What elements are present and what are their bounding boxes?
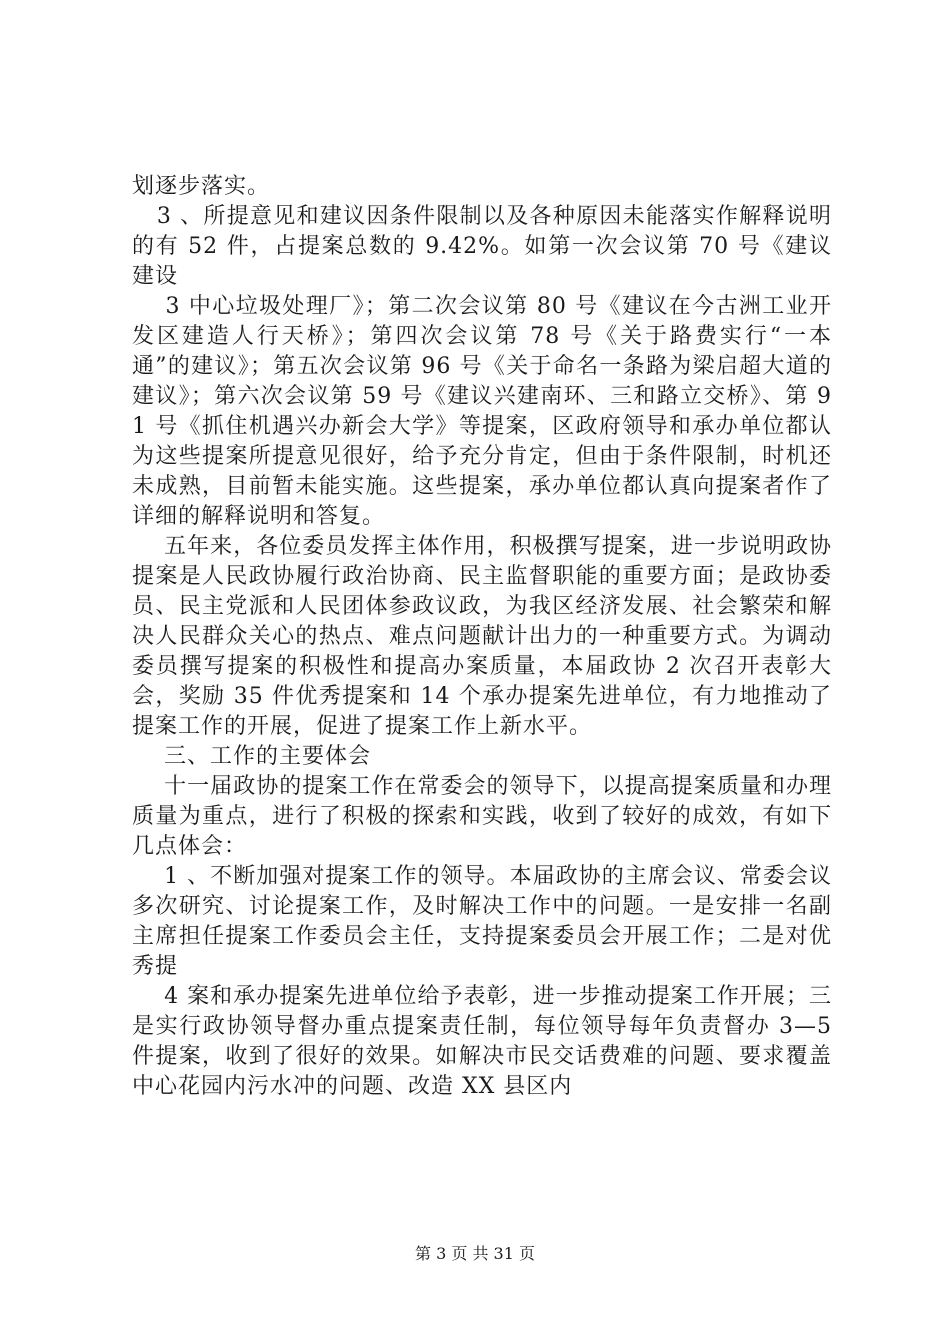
paragraph: 划逐步落实。: [132, 174, 271, 199]
section-heading: 三、工作的主要体会: [132, 744, 371, 769]
paragraph: 3 中心垃圾处理厂》；第二次会议第 80 号《建议在今古洲工业开发区建造人行天桥》；第四次会议第 78 号《关于路费实行“一本通”的建议》；第五次会议第 96 号《关于命名一条路为梁启超大道的建议》；第六次会议第 59 号《建议兴建南环、三和路立交桥》、第 91 号《抓住机遇兴办新会大学》等提案，区政府领导和承办单位都认为这些提案所提意见很好，给予充分肯定，但由于条件限制，时机还未成熟，目前暂未能实施。这些提案，承办单位都认真向提案者作了详细的解释说明和答复。: [132, 294, 832, 529]
document-body: [132, 172, 840, 1102]
paragraph: 4 案和承办提案先进单位给予表彰，进一步推动提案工作开展；三是实行政协领导督办重点提案责任制，每位领导每年负责督办 3—5 件提案，收到了很好的效果。如解决市民交话费难的问题、要求覆盖中心花园内污水冲的问题、改造 XX 县区内: [132, 984, 840, 1099]
paragraph: 3 、所提意见和建议因条件限制以及各种原因未能落实作解释说明的有 52 件，占提案总数的 9.42%。如第一次会议第 70 号《建议建设: [132, 204, 832, 289]
page-number-footer: 第 3 页 共 31 页: [415, 1244, 535, 1263]
paragraph: 1 、不断加强对提案工作的领导。本届政协的主席会议、常委会议多次研究、讨论提案工作，及时解决工作中的问题。一是安排一名副主席担任提案工作委员会主任，支持提案委员会开展工作；二是对优秀提: [132, 864, 832, 979]
paragraph: 五年来，各位委员发挥主体作用，积极撰写提案，进一步说明政协提案是人民政协履行政治协商、民主监督职能的重要方面；是政协委员、民主党派和人民团体参政议政，为我区经济发展、社会繁荣和解决人民群众关心的热点、难点问题献计出力的一种重要方式。为调动委员撰写提案的积极性和提高办案质量，本届政协 2 次召开表彰大会，奖励 35 件优秀提案和 14 个承办提案先进单位，有力地推动了提案工作的开展，促进了提案工作上新水平。: [132, 534, 832, 739]
paragraph: 十一届政协的提案工作在常委会的领导下，以提高提案质量和办理质量为重点，进行了积极的探索和实践，收到了较好的成效，有如下几点体会：: [132, 774, 832, 859]
